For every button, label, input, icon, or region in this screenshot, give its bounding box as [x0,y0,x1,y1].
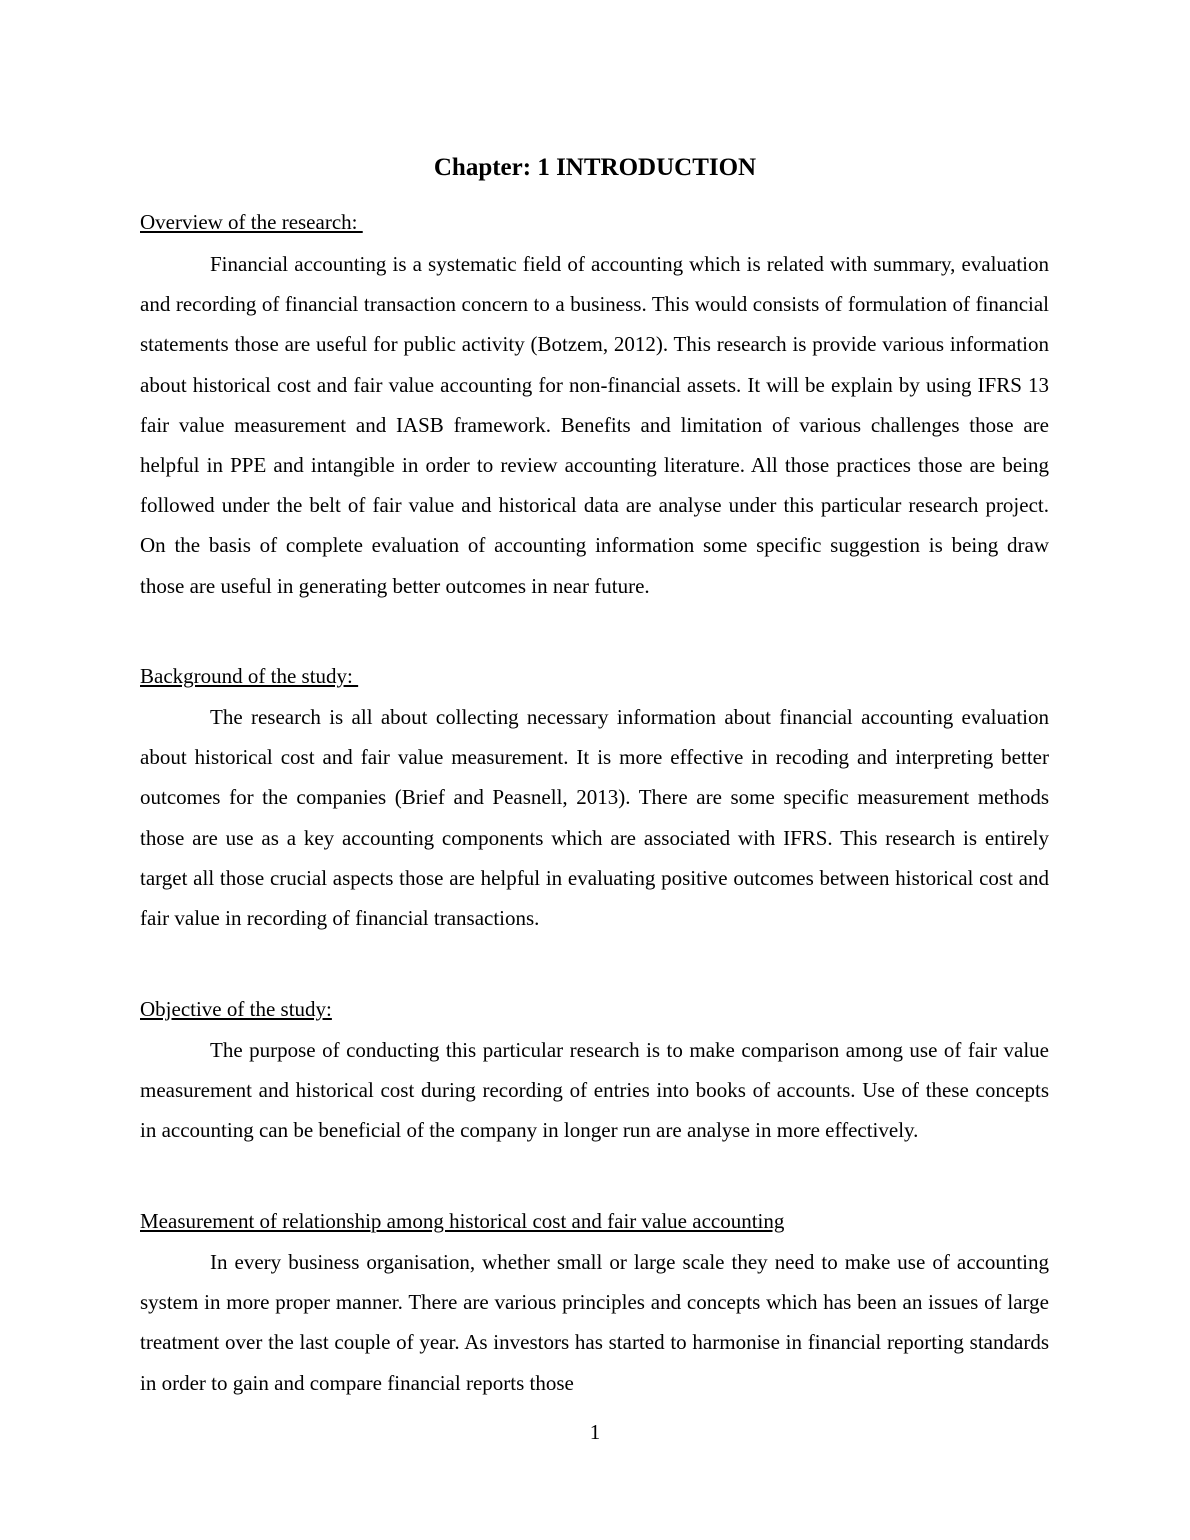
paragraph-objective: The purpose of conducting this particular research is to make comparison among use of fair value measurement and historical cost during recording of entries into books of accounts. Use of these concepts in accounting can be beneficial of the company in longer run are analyse in more effectively. [140,1038,1049,1143]
section-heading-background: Background of the study: [140,664,359,688]
section-heading-overview: Overview of the research: [140,210,363,234]
section-heading-measurement: Measurement of relationship among historical cost and fair value accounting [140,1209,785,1233]
section-heading-objective: Objective of the study: [140,997,332,1021]
paragraph-background: The research is all about collecting necessary information about financial accounting evaluation about historical cost and fair value measurement. It is more effective in recoding and interpreting better outcomes for the companies (Brief and Peasnell, 2013). There are some specific measurement methods those are use as a key accounting components which are associated with IFRS. This research is entirely target all those crucial aspects those are helpful in evaluating positive outcomes between historical cost and fair value in recording of financial transactions. [140,705,1049,931]
chapter-title: Chapter: 1 INTRODUCTION [433,154,757,181]
paragraph-measurement: In every business organisation, whether small or large scale they need to make use of accounting system in more proper manner. There are various principles and concepts which has been an issues of large treatment over the last couple of year. As investors has started to harmonise in financial reporting standards in order to gain and compare financial reports those [140,1250,1049,1395]
paragraph-overview: Financial accounting is a systematic field of accounting which is related with summary, evaluation and recording of financial transaction concern to a business. This would consists of formulation of financial statements those are useful for public activity (Botzem, 2012). This research is provide various information about historical cost and fair value accounting for non-financial assets. It will be explain by using IFRS 13 fair value measurement and IASB framework. Benefits and limitation of various challenges those are helpful in PPE and intangible in order to review accounting literature. All those practices those are being followed under the belt of fair value and historical data are analyse under this particular research project. On the basis of complete evaluation of accounting information some specific suggestion is being draw those are useful in generating better outcomes in near future. [140,252,1049,598]
page-number: 1 [589,1420,601,1444]
